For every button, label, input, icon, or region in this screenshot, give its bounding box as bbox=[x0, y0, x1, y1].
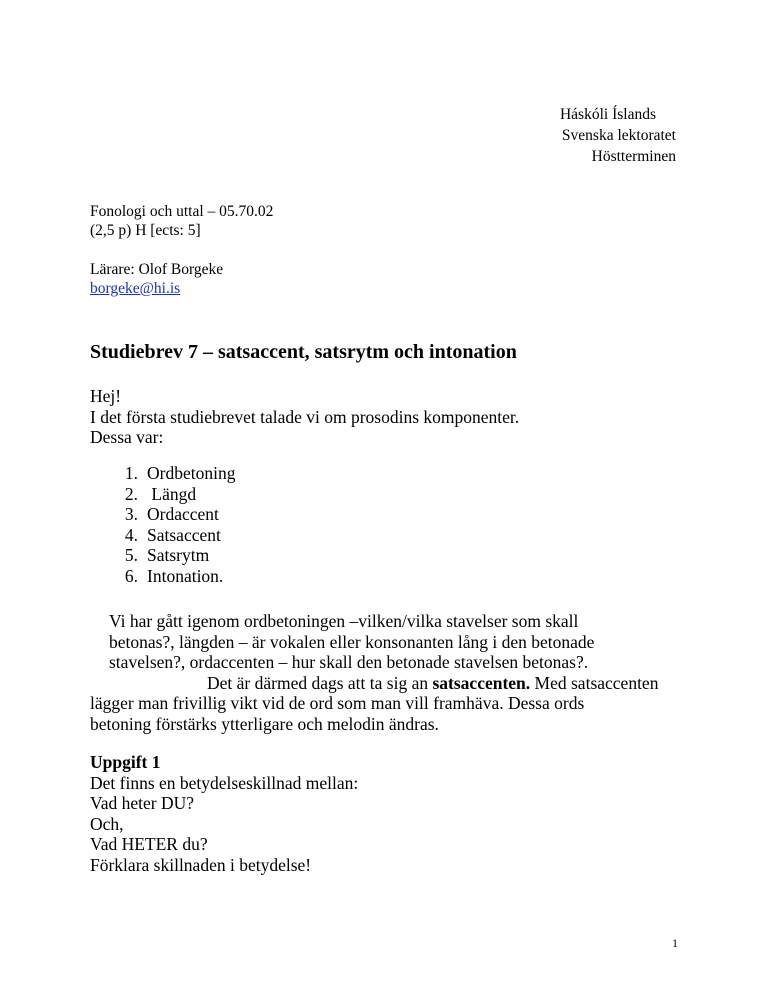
paragraph-text: Det är därmed dags att ta sig an bbox=[207, 672, 433, 693]
task-line: Förklara skillnaden i betydelse! bbox=[90, 854, 312, 875]
list-number: 4. bbox=[124, 524, 138, 545]
bold-term: satsaccenten. bbox=[432, 672, 531, 693]
list-label: Ordaccent bbox=[147, 504, 219, 524]
institution-header bbox=[560, 104, 676, 167]
list-item bbox=[90, 504, 235, 525]
list-item bbox=[90, 545, 235, 566]
course-title: Fonologi och uttal – 05.70.02 bbox=[90, 203, 274, 220]
paragraph-line: stavelsen?, ordaccenten – hur skall den betonade stavelsen betonas?. bbox=[109, 652, 589, 672]
teacher-email-link[interactable]: borgeke@hi.is bbox=[90, 280, 181, 297]
list-item bbox=[90, 566, 235, 587]
paragraph-text: Med satsaccenten bbox=[530, 672, 659, 693]
page-title: Studiebrev 7 – satsaccent, satsrytm och intonation bbox=[90, 341, 517, 363]
list-label: Satsaccent bbox=[147, 524, 221, 545]
list-number: 1. bbox=[124, 463, 138, 483]
prosody-components-list bbox=[90, 463, 235, 586]
university-name: Háskóli Íslands bbox=[559, 106, 656, 123]
list-number: 5. bbox=[124, 545, 138, 565]
task-line: Vad heter DU? bbox=[90, 793, 194, 813]
list-number: 2. bbox=[124, 483, 138, 504]
list-label: Intonation. bbox=[147, 565, 224, 586]
course-info bbox=[90, 202, 273, 240]
term-name: Höstterminen bbox=[591, 148, 676, 165]
department-name: Svenska lektoratet bbox=[561, 127, 676, 144]
list-number: 6. bbox=[124, 565, 138, 586]
list-item bbox=[90, 463, 235, 484]
list-item bbox=[90, 484, 235, 505]
list-item bbox=[90, 525, 235, 546]
list-number: 3. bbox=[124, 504, 138, 524]
intro-text bbox=[90, 386, 690, 448]
list-label: Ordbetoning bbox=[147, 463, 236, 483]
paragraph-line: betonas?, längden – är vokalen eller konsonanten lång i den betonade bbox=[109, 631, 595, 652]
paragraph-line bbox=[90, 673, 690, 694]
task-section bbox=[90, 752, 690, 875]
task-line: Det finns en betydelseskillnad mellan: bbox=[90, 772, 359, 793]
intro-line-1: I det första studiebrevet talade vi om prosodins komponenter. bbox=[90, 406, 520, 427]
course-credits: (2,5 p) H [ects: 5] bbox=[90, 222, 201, 239]
teacher-name: Lärare: Olof Borgeke bbox=[90, 261, 224, 278]
greeting: Hej! bbox=[90, 386, 122, 406]
paragraph-line: Vi har gått igenom ordbetoningen –vilken/vilka stavelser som skall bbox=[109, 611, 579, 631]
teacher-info bbox=[90, 260, 223, 298]
paragraph-line: lägger man frivillig vikt vid de ord som man vill framhäva. Dessa ords bbox=[90, 693, 585, 713]
task-line: Och, bbox=[90, 813, 124, 834]
task-heading: Uppgift 1 bbox=[90, 752, 161, 772]
list-label: Satsrytm bbox=[147, 545, 210, 565]
body-paragraph bbox=[90, 611, 690, 734]
page-number: 1 bbox=[672, 936, 678, 950]
task-line: Vad HETER du? bbox=[90, 834, 208, 854]
intro-line-2: Dessa var: bbox=[90, 427, 164, 447]
paragraph-line: betoning förstärks ytterligare och melodin ändras. bbox=[90, 713, 439, 734]
list-label: Längd bbox=[147, 483, 197, 504]
